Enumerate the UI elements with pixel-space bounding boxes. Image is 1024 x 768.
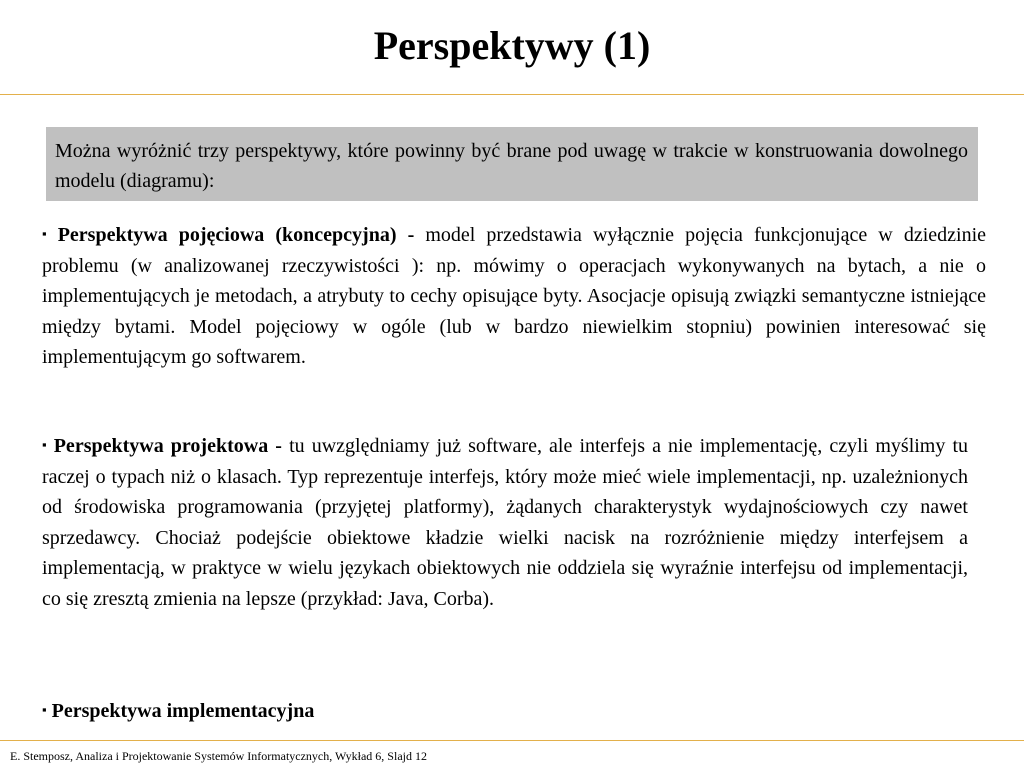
square-bullet-icon: ▪	[42, 702, 47, 717]
intro-text: Można wyróżnić trzy perspektywy, które powinny być brane pod uwagę w trakcie w konstruowania dowolnego modelu (diagramu):	[55, 140, 968, 192]
title-divider	[0, 94, 1024, 95]
bullet-heading: Perspektywa pojęciowa (koncepcyjna) -	[57, 224, 426, 246]
square-bullet-icon: ▪	[42, 226, 53, 241]
bullet-body: tu uwzględniamy już software, ale interfejs a nie implementację, czyli myślimy tu raczej o typach niż o klasach. Typ reprezentuje interfejs, który może mieć wiele implementacji, np. uzależnionych od środowiska programowania (przyjętej platformy), żądanych charakterystyk wydajnościowych czy nawet sprzedawcy. Chociaż podejście obiektowe kładzie wielki nacisk na rozróżnienie między interfejsem a implementacją, w praktyce w wielu językach obiektowych nie oddziela się wyraźnie interfejsu od implementacji, co się zresztą zmienia na lepsze (przykład: Java, Corba).	[42, 435, 969, 610]
bullet-heading: Perspektywa projektowa -	[53, 435, 290, 457]
bullet-implementation	[42, 695, 968, 727]
bullet-body: model przedstawia wyłącznie pojęcia funkcjonujące w dziedzinie problemu (w analizowanej rzeczywistości ): np. mówimy o operacjach wykonywanych na bytach, a nie o implementujących je metodach, a atrybuty to cechy opisujące byty. Asocjacje opisują związki semantyczne istniejące między bytami. Model pojęciowy w ogóle (lub w bardzo niewielkim stopniu) powinien interesować się implementującym go softwarem.	[42, 224, 987, 368]
bullet-heading: Perspektywa implementacyjna	[51, 700, 315, 722]
slide-title: Perspektywy (1)	[373, 23, 651, 68]
bullet-design	[42, 430, 968, 614]
slide-footer: E. Stemposz, Analiza i Projektowanie Systemów Informatycznych, Wykład 6, Slajd 12	[10, 749, 427, 763]
bullet-conceptual	[42, 219, 986, 373]
square-bullet-icon: ▪	[42, 437, 49, 452]
intro-box	[46, 127, 978, 201]
footer-divider	[0, 740, 1024, 741]
